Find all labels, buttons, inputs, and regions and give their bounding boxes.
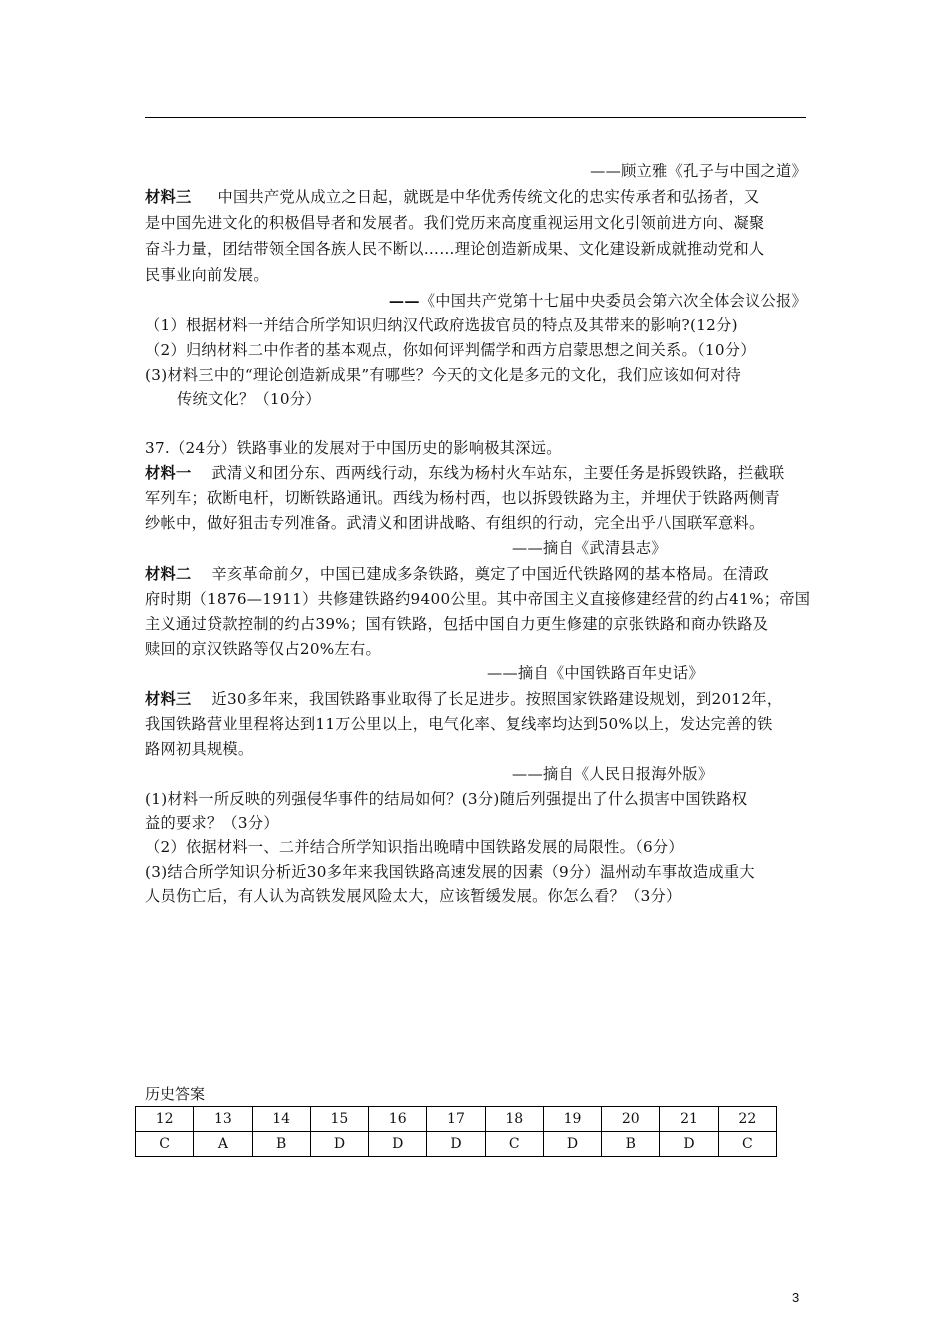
material-text: 民事业向前发展。	[145, 266, 269, 284]
answer-letter-row	[136, 1132, 777, 1157]
question-37-2: （2）依据材料一、二并结合所学知识指出晚晴中国铁路发展的局限性。（6分）	[145, 838, 684, 856]
answer-number-row	[136, 1107, 777, 1132]
answer-letter-cell: D	[369, 1132, 427, 1157]
answer-title: 历史答案	[145, 1085, 206, 1103]
material-text: 中国共产党从成立之日起，就既是中华优秀传统文化的忠实传承者和弘扬者，又	[217, 188, 760, 206]
answer-table	[135, 1106, 777, 1157]
material-3-line	[145, 184, 807, 210]
answer-letter-cell: C	[485, 1132, 543, 1157]
source-text: 《中国共产党第十七届中央委员会第六次全体会议公报》	[419, 292, 807, 310]
answer-number-cell: 14	[252, 1107, 310, 1132]
question-37-heading: 37.（24分）铁路事业的发展对于中国历史的影响极其深远。	[145, 439, 562, 457]
material-text: 军列车；砍断电杆，切断铁路通讯。西线为杨村西，也以拆毁铁路为主，并埋伏于铁路两侧青	[145, 489, 780, 507]
q37-material-2-line	[145, 561, 807, 587]
material-text: 辛亥革命前夕，中国已建成多条铁路，奠定了中国近代铁路网的基本格局。在清政	[211, 565, 770, 583]
answer-number-cell: 12	[136, 1107, 194, 1132]
header-rule	[145, 117, 806, 118]
question-36-3: (3)材料三中的“理论创造新成果”有哪些？今天的文化是多元的文化，我们应该如何对待	[145, 366, 742, 384]
q37-material-1-line	[145, 460, 807, 486]
material-label: 材料三	[145, 690, 192, 708]
answer-letter-cell: B	[602, 1132, 660, 1157]
answer-letter-cell: D	[660, 1132, 718, 1157]
answer-number-cell: 15	[310, 1107, 368, 1132]
q37-material-3-line	[145, 686, 807, 712]
page-number: 3	[792, 1290, 800, 1305]
question-36-1: （1）根据材料一并结合所学知识归纳汉代政府选拔官员的特点及其带来的影响?(12分)	[145, 316, 738, 334]
question-37-3-cont: 人员伤亡后，有人认为高铁发展风险太大，应该暂缓发展。你怎么看？（3分）	[145, 887, 682, 905]
question-36-2: （2）归纳材料二中作者的基本观点，你如何评判儒学和西方启蒙思想之间关系。（10分）	[145, 341, 756, 359]
answer-number-cell: 17	[427, 1107, 485, 1132]
answer-letter-cell: B	[252, 1132, 310, 1157]
answer-number-cell: 20	[602, 1107, 660, 1132]
source-dash: ——	[388, 292, 420, 310]
material-text: 是中国先进文化的积极倡导者和发展者。我们党历来高度重视运用文化引领前进方向、凝聚	[145, 214, 765, 232]
answer-letter-cell: C	[136, 1132, 194, 1157]
material-text: 纱帐中，做好狙击专列准备。武清义和团讲战略、有组织的行动，完全出乎八国联军意料。	[145, 514, 765, 532]
material-text: 赎回的京汉铁路等仅占20%左右。	[145, 640, 381, 658]
material-label: 材料三	[145, 188, 192, 206]
answer-number-cell: 16	[369, 1107, 427, 1132]
answer-letter-cell: D	[543, 1132, 601, 1157]
source-citation: ——顾立雅《孔子与中国之道》	[590, 162, 807, 180]
answer-letter-cell: A	[194, 1132, 252, 1157]
answer-number-cell: 22	[718, 1107, 776, 1132]
answer-letter-cell: D	[310, 1132, 368, 1157]
source-citation: ——摘自《武清县志》	[512, 539, 667, 557]
answer-letter-cell: C	[718, 1132, 776, 1157]
material-text: 府时期（1876—1911）共修建铁路约9400公里。其中帝国主义直接修建经营的约占41%；帝国	[145, 590, 811, 608]
material-text: 武清义和团分东、西两线行动，东线为杨村火车站东，主要任务是拆毁铁路，拦截联	[211, 464, 785, 482]
answer-number-cell: 13	[194, 1107, 252, 1132]
source-citation: ——摘自《中国铁路百年史话》	[487, 664, 704, 682]
material-text: 我国铁路营业里程将达到11万公里以上，电气化率、复线率均达到50%以上，发达完善的铁	[145, 715, 773, 733]
answer-letter-cell: D	[427, 1132, 485, 1157]
question-37-1: (1)材料一所反映的列强侵华事件的结局如何？(3分)随后列强提出了什么损害中国铁路权	[145, 790, 748, 808]
material-label: 材料二	[145, 565, 192, 583]
question-37-1-cont: 益的要求？（3分）	[145, 814, 279, 832]
source-citation	[145, 288, 807, 314]
material-text: 奋斗力量，团结带领全国各族人民不断以……理论创造新成果、文化建设新成就推动党和人	[145, 240, 765, 258]
answer-number-cell: 19	[543, 1107, 601, 1132]
material-text: 路网初具规模。	[145, 740, 254, 758]
answer-number-cell: 21	[660, 1107, 718, 1132]
material-text: 主义通过贷款控制的约占39%；国有铁路，包括中国自力更生修建的京张铁路和商办铁路及	[145, 615, 769, 633]
material-label: 材料一	[145, 464, 192, 482]
answer-number-cell: 18	[485, 1107, 543, 1132]
question-37-3: (3)结合所学知识分析近30多年来我国铁路高速发展的因素（9分）温州动车事故造成重大	[145, 863, 755, 881]
source-citation: ——摘自《人民日报海外版》	[512, 765, 714, 783]
question-36-3-cont: 传统文化？（10分）	[177, 390, 321, 408]
material-text: 近30多年来，我国铁路事业取得了长足进步。按照国家铁路建设规划，到2012年，	[211, 690, 783, 708]
